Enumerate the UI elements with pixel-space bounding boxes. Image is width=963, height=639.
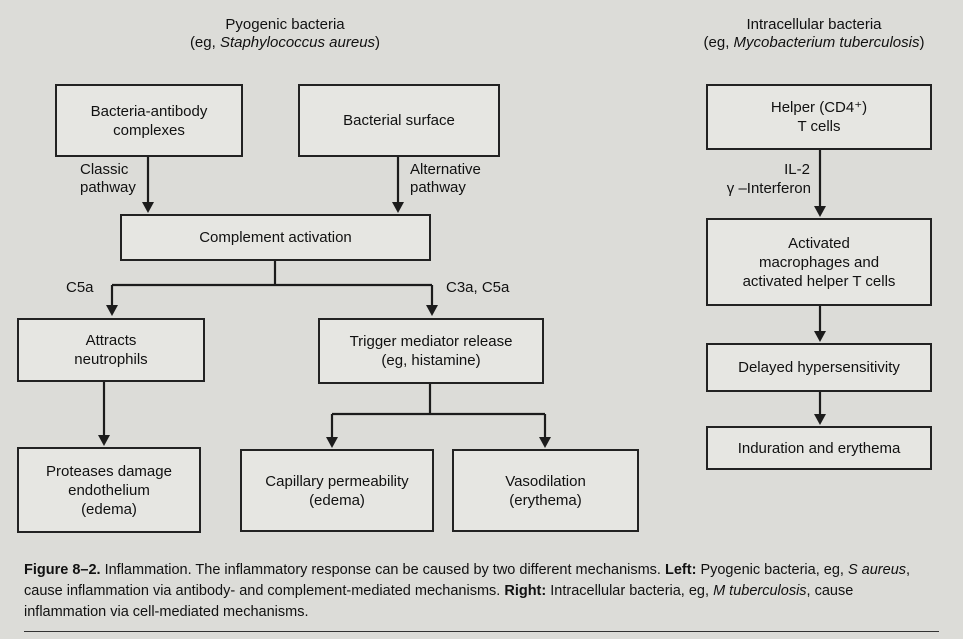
capillary-permeability-box: Capillary permeability (edema)	[240, 449, 434, 532]
arrowhead	[426, 305, 438, 316]
bacteria-antibody-box: Bacteria-antibody complexes	[55, 84, 243, 157]
proteases-damage-box: Proteases damage endothelium (edema)	[17, 447, 201, 533]
vasodilation-box: Vasodilation (erythema)	[452, 449, 639, 532]
c5a-label: C5a	[66, 279, 94, 296]
arrowhead	[814, 414, 826, 425]
right-header-line1: Intracellular bacteria	[746, 16, 882, 33]
arrowhead	[98, 435, 110, 446]
arrowhead	[106, 305, 118, 316]
caption-rule	[24, 631, 939, 632]
caption-label: Figure 8–2.	[24, 562, 101, 578]
helper-t-cells-box: Helper (CD4⁺) T cells	[706, 84, 932, 150]
trigger-mediator-box: Trigger mediator release (eg, histamine)	[318, 318, 544, 384]
arrowhead	[326, 437, 338, 448]
left-header-line2: (eg, Staphylococcus aureus)	[189, 34, 381, 51]
left-header	[155, 16, 415, 52]
classic-pathway-label: Classic pathway	[80, 161, 136, 196]
c3a-c5a-label: C3a, C5a	[446, 279, 510, 296]
interferon-label: γ –Interferon	[726, 180, 811, 197]
il2-label: IL-2	[784, 161, 810, 178]
caption-right-label: Right:	[504, 583, 547, 599]
right-header	[684, 16, 944, 52]
attracts-neutrophils-box: Attracts neutrophils	[17, 318, 205, 382]
left-header-line1: Pyogenic bacteria	[225, 16, 345, 33]
arrowhead	[814, 206, 826, 217]
figure-caption: Figure 8–2. Inflammation. The inflammatory response can be caused by two different mechanisms. Left: Pyogenic bacteria, eg, S aureus, cause inflammation via antibody- and complement-mediated mechanisms. Right: Intracellular bacteria, eg, M tuberculosis, cause inflammation via cell-mediated mechanisms.	[24, 562, 911, 620]
complement-activation-box: Complement activation	[120, 214, 431, 261]
arrowhead	[539, 437, 551, 448]
arrowhead	[814, 331, 826, 342]
right-header-line2: (eg, Mycobacterium tuberculosis)	[703, 34, 925, 51]
activated-macrophages-box: Activated macrophages and activated helper T cells	[706, 218, 932, 306]
delayed-hypersensitivity-box: Delayed hypersensitivity	[706, 343, 932, 392]
induration-erythema-box: Induration and erythema	[706, 426, 932, 470]
arrowhead	[142, 202, 154, 213]
caption-left-label: Left:	[665, 562, 697, 578]
alternative-pathway-label: Alternative pathway	[410, 161, 481, 196]
bacterial-surface-box: Bacterial surface	[298, 84, 500, 157]
arrowhead	[392, 202, 404, 213]
